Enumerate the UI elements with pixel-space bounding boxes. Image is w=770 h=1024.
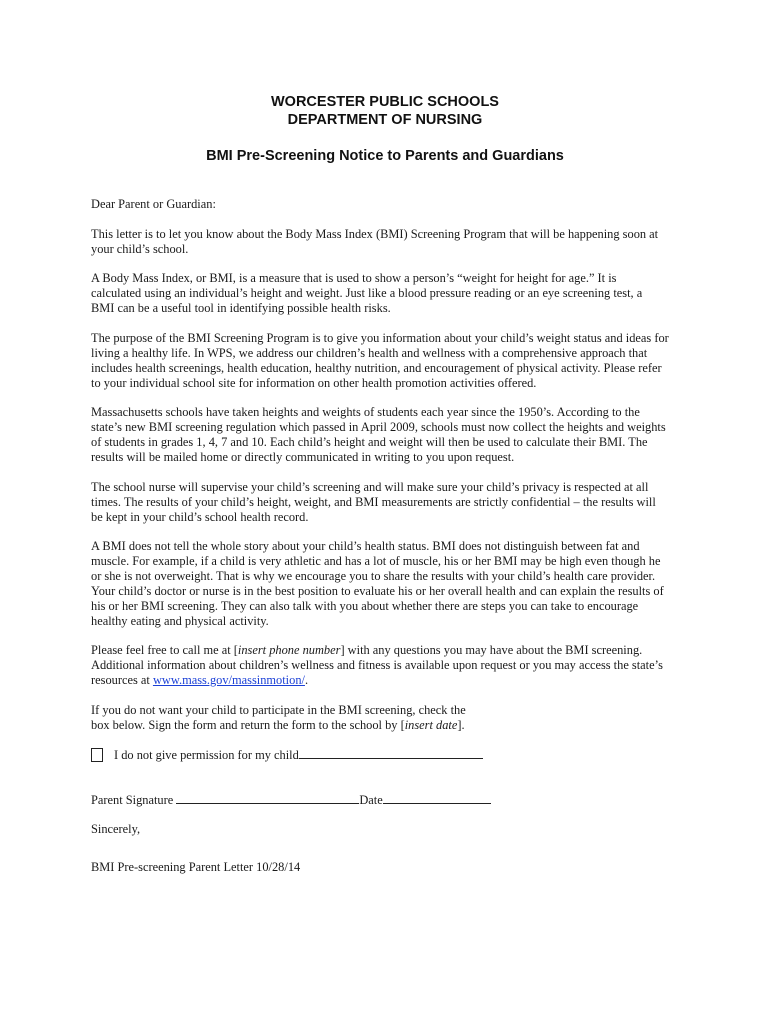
text-line: or she is not overweight. That is why we encourage you to share the results with your child’s health care provider. [91,569,656,583]
text-line: healthy eating and physical activity. [91,614,269,628]
text-line: Your child’s doctor or nurse is in the best position to evaluate his or her overall health and can explain the results of [91,584,664,598]
text-segment: resources at [91,673,153,687]
text-line: Massachusetts schools have taken heights and weights of students each year since the 1950’s. According to the [91,405,640,419]
text-line: The school nurse will supervise your child’s screening and will make sure your child’s privacy is respected at all [91,480,649,494]
text-segment: ]. [457,718,465,732]
text-line: of students in grades 1, 4, 7 and 10. Each child’s height and weight will then be used to calculate their BMI. The [91,435,648,449]
child-name-field[interactable] [299,747,483,759]
text-line: times. The results of your child’s height, weight, and BMI measurements are strictly confidential – the results will [91,495,656,509]
closing-line: Sincerely, [91,822,141,836]
text-line: calculated using an individual’s height and weight. Just like a blood pressure reading or an eye screening test, a [91,286,643,300]
massinmotion-link[interactable]: www.mass.gov/massinmotion/ [152,673,305,687]
signature-label: Parent Signature [91,793,177,807]
text-line: A BMI does not tell the whole story about your child’s health status. BMI does not distinguish between fat and [91,539,640,553]
text-line: The purpose of the BMI Screening Program is to give you information about your child’s weight status and ideas for [91,331,669,345]
paragraph-regulation [91,405,691,465]
closing [91,822,691,837]
text-segment: . [304,673,309,687]
text-line: state’s new BMI screening regulation which passed in April 2009, schools must now collect the heights and weights [91,420,666,434]
text-line: This letter is to let you know about the Body Mass Index (BMI) Screening Program that will be happening soon at [91,227,659,241]
text-line: muscle. For example, if a child is very athletic and has a lot of muscle, his or her BMI may be high even though he [91,554,661,568]
paragraph-contact [91,643,691,688]
paragraph-bmi-definition [91,271,691,316]
text-line [91,643,691,658]
date-label: Date [359,793,383,807]
text-line: his or her BMI screening. They can also talk with you about whether there are steps you can take to encourage [91,599,639,613]
footer [91,860,691,875]
date-field[interactable] [383,792,491,804]
text-line: includes health screenings, health education, healthy nutrition, and encouragement of physical activity. Please refer [91,361,662,375]
greeting-line: Dear Parent or Guardian: [91,197,216,211]
page-title: BMI Pre-Screening Notice to Parents and Guardians [206,148,564,164]
text-line: to your individual school site for information on other health promotion activities offered. [91,376,537,390]
greeting [91,197,691,212]
text-segment: ] with any questions you may have about the BMI screening. [340,643,643,657]
text-line: be kept in your child’s school health record. [91,510,309,524]
text-segment: Please feel free to call me at [ [91,643,238,657]
text-segment: box below. Sign the form and return the form to the school by [ [91,718,405,732]
text-line [91,673,691,688]
text-line: results will be mailed home or directly communicated in writing to you upon request. [91,450,515,464]
department-name: DEPARTMENT OF NURSING [287,112,483,128]
text-line: your child’s school. [91,242,189,256]
paragraph-intro [91,227,691,257]
signature-line [91,792,691,808]
date-placeholder: insert date [404,718,458,732]
text-line: living a healthy life. In WPS, we address our children’s health and wellness with a comprehensive approach that [91,346,648,360]
permission-row [114,747,483,763]
text-line: Additional information about children’s wellness and fitness is available upon request or you may access the state’s [91,658,663,672]
permission-label: I do not give permission for my child [114,748,299,762]
text-line: BMI can be a useful tool in identifying possible health risks. [91,301,391,315]
text-line [91,718,691,733]
org-name: WORCESTER PUBLIC SCHOOLS [271,94,499,110]
no-permission-checkbox[interactable] [91,748,103,762]
paragraph-limitations [91,539,691,629]
text-line [91,792,691,808]
text-line: If you do not want your child to participate in the BMI screening, check the [91,703,466,717]
phone-placeholder: insert phone number [237,643,341,657]
footer-line: BMI Pre-screening Parent Letter 10/28/14 [91,860,301,874]
paragraph-purpose [91,331,691,391]
paragraph-opt-out [91,703,691,733]
signature-field[interactable] [176,792,359,804]
text-line: A Body Mass Index, or BMI, is a measure that is used to show a person’s “weight for height for age.” It is [91,271,617,285]
paragraph-privacy [91,480,691,525]
